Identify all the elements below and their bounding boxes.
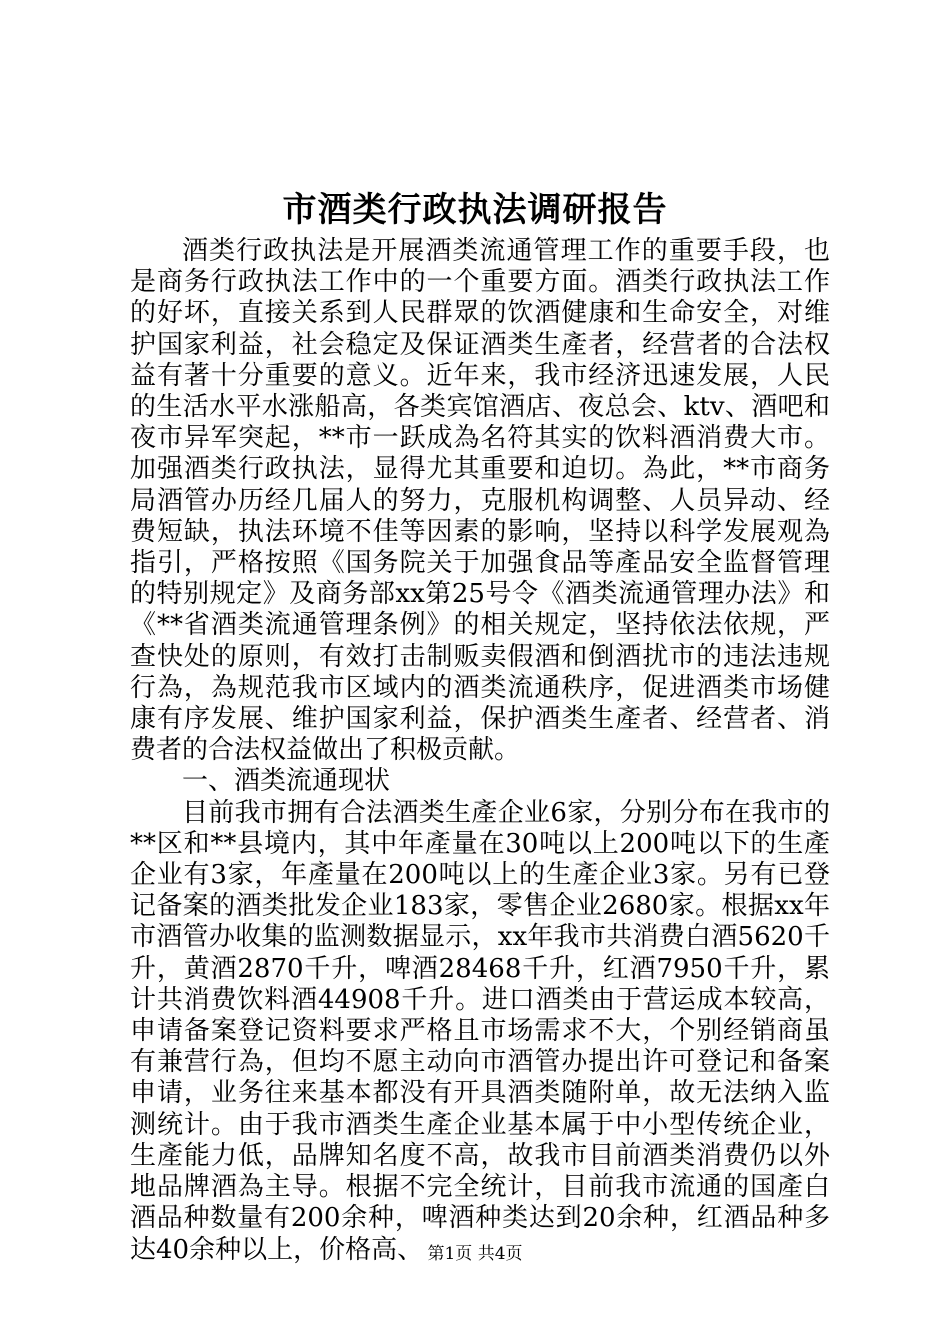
section-heading: 一、酒类流通现状 [182, 766, 391, 797]
page-footer: 第1页 共4页 [427, 1244, 523, 1264]
document-body [130, 236, 830, 1266]
document-title: 市酒类行政执法调研报告 [282, 190, 668, 230]
status-paragraph: 目前我市拥有合法酒类生產企业6家，分别分布在我市的**区和**县境内，其中年產量在30吨以上200吨以下的生產企业有3家，年產量在200吨以上的生產企业3家。另有已登记备案的酒类批发企业183家，零售企业2680家。根据xx年市酒管办收集的监测数据显示，xx年我市共消费白酒5620千升，黄酒2870千升，啤酒28468千升，红酒7950千升，累计共消费饮料酒44908千升。进口酒类由于营运成本较高，申请备案登记资料要求严格且市场需求不大，个别经销商虽有兼营行為，但均不愿主动向市酒管办提出许可登记和备案申请，业务往来基本都没有开具酒类随附单，故无法纳入监测统计。由于我市酒类生產企业基本属于中小型传统企业，生產能力低，品牌知名度不高，故我市目前酒类消费仍以外地品牌酒為主导。根据不完全统计，目前我市流通的国產白酒品种数量有200余种，啤酒种类达到20余种，红酒品种多达40余种以上，价格高、 [130, 797, 830, 1265]
intro-paragraph: 酒类行政执法是开展酒类流通管理工作的重要手段，也是商务行政执法工作中的一个重要方面。酒类行政执法工作的好坏，直接关系到人民群眾的饮酒健康和生命安全，对维护国家利益，社会稳定及保证酒类生產者，经营者的合法权益有著十分重要的意义。近年来，我市经济迅速发展，人民的生活水平水涨船高，各类宾馆酒店、夜总会、ktv、酒吧和夜市异军突起，**市一跃成為名符其实的饮料酒消费大市。加强酒类行政执法，显得尤其重要和迫切。為此，**市商务局酒管办历经几届人的努力，克服机构调整、人员异动、经费短缺，执法环境不佳等因素的影响，坚持以科学发展观為指引，严格按照《国务院关于加强食品等產品安全监督管理的特别规定》及商务部xx第25号令《酒类流通管理办法》和《**省酒类流通管理条例》的相关规定，坚持依法依规，严查快处的原则，有效打击制贩卖假酒和倒酒扰市的违法违规行為，為规范我市区域内的酒类流通秩序，促进酒类市场健康有序发展、维护国家利益，保护酒类生產者、经营者、消费者的合法权益做出了积极贡献。 [130, 236, 830, 766]
